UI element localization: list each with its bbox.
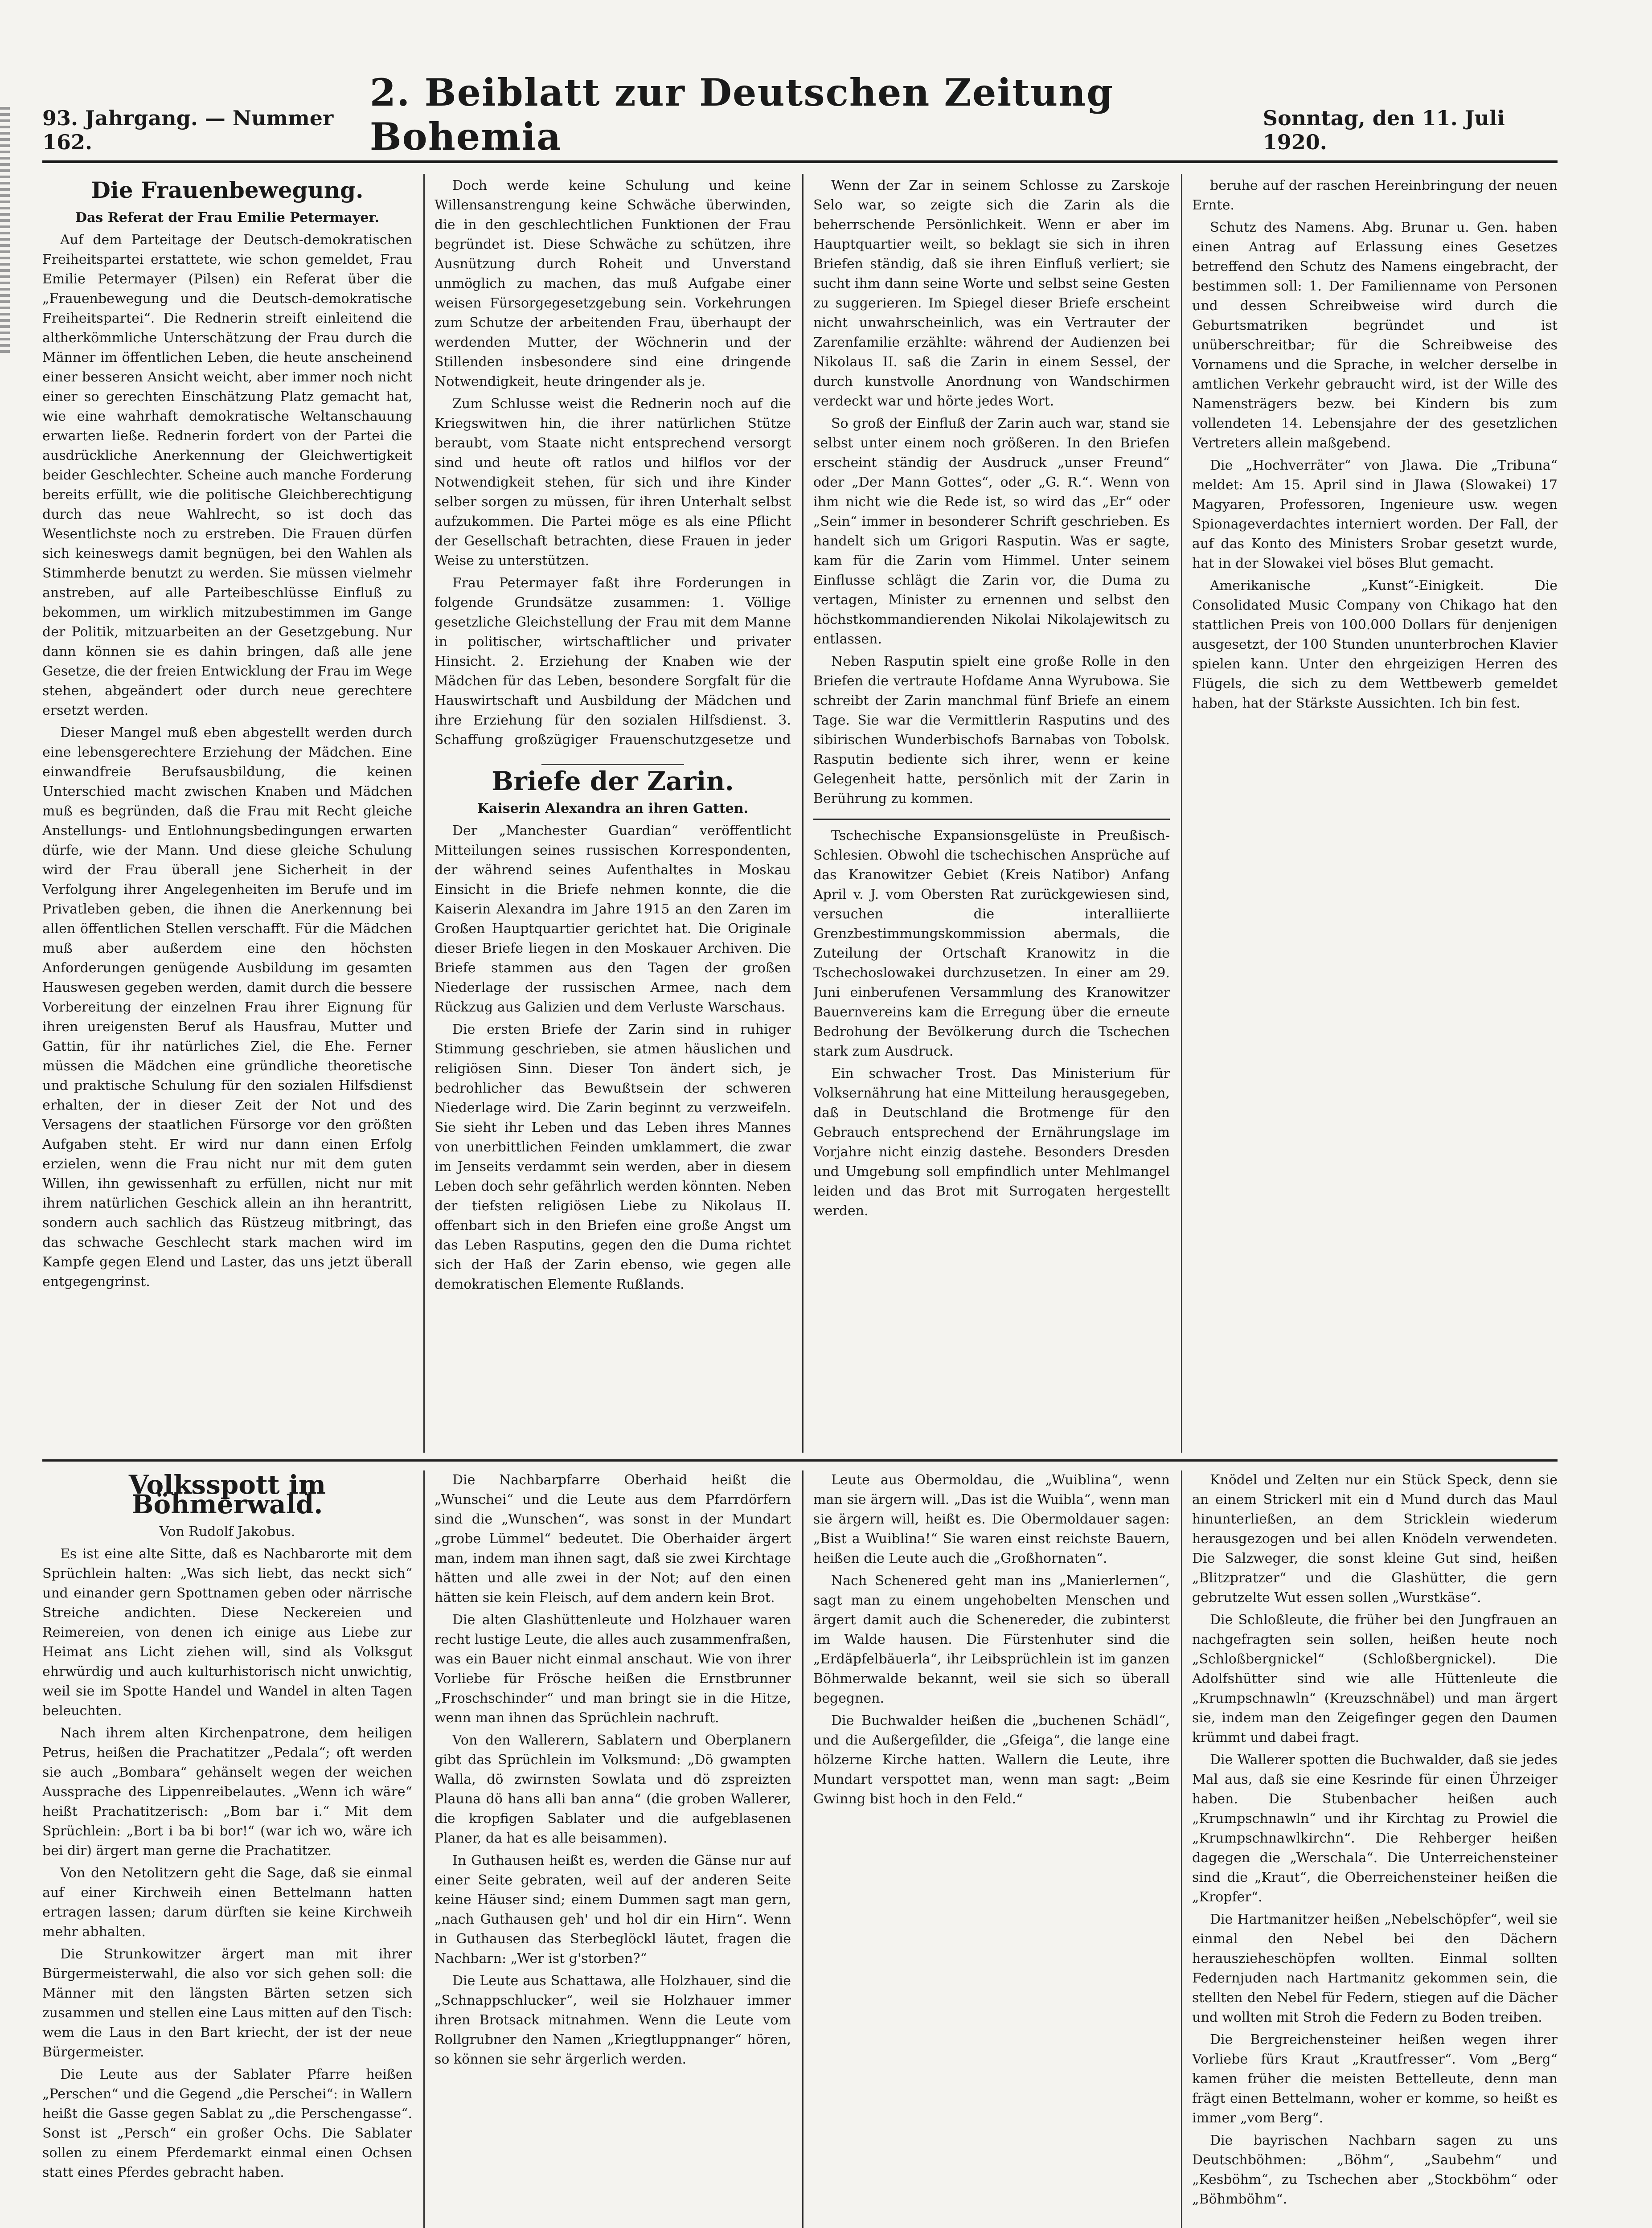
article-paragraph: Die Hartmanitzer heißen „Nebelschöpfer“, weil sie einmal den Nebel bei den Dächern herauszieheschöpfen wollten. Einmal sollten Federnjuden nach Hartmanitz gekommen sein, die stellten den Nebel für Federn, stiegen auf die Dächer und wollten mit Stroh die Federn zu Boden treiben. (1192, 1912, 1558, 2025)
column-divider (802, 1470, 803, 2228)
news-column-4 (1192, 176, 1558, 1455)
article-paragraph: Von den Wallerern, Sablatern und Oberplanern gibt das Sprüchlein im Volksmund: „Dö gwampten Walla, dö zwirnsten Sowlata und dö zspreizten Plauna dö hans alli ban anna“ (die groben Wallerer, die kropfigen Sablater und die aufgeblasenen Planer, da hat es alle beisammen). (435, 1732, 791, 1846)
article-frauenbewegung-col1 (42, 176, 412, 1455)
article-paragraph: Die bayrischen Nachbarn sagen zu uns Deutschböhmen: „Böhm“, „Saubehm“ und „Kesböhm“, zu Tschechen aber „Stockböhm“ oder „Böhmböhm“. (1192, 2133, 1558, 2207)
article-title: Volksspott im Böhmerwald. (128, 1470, 326, 1519)
article-paragraph: Zum Schlusse weist die Rednerin noch auf die Kriegswitwen hin, die ihrer natürlichen Stütze beraubt, vom Staate nicht entsprechend versorgt sind und heute oft ratlos und hilflos vor der Notwendigkeit stehen, für sich und ihre Kinder selber sorgen zu müssen, für ihren Unterhalt selbst aufzukommen. Die Partei möge es als eine Pflicht der Gesellschaft betrachten, diese Frauen in jeder Weise zu unterstützen. (435, 396, 791, 569)
news-item: Tschechische Expansionsgelüste in Preußisch-Schlesien. Obwohl die tschechischen Ansprüche auf das Kranowitzer Gebiet (Kreis Natibor) Anfang April v. J. vom Obersten Rat zurückgewiesen sind, versuchen die interalliierte Grenzbestimmungskommission abermals, die Zuteilung der Ortschaft Kranowitz in die Tschechoslowakei durchzusetzen. In einer am 29. Juni einberufenen Versammlung des Kranowitzer Bauernvereins kam die Erregung über die erneute Bedrohung der Bevölkerung durch die Tschechen stark zum Ausdruck. (813, 828, 1170, 1059)
column-divider (1181, 174, 1182, 1453)
masthead (42, 70, 1558, 163)
article-volksspott-col2 (435, 1470, 791, 2228)
article-paragraph: Die Leute aus Schattawa, alle Holzhauer, sind die „Schnappschlucker“, weil sie Holzhauer immer ihren Brotsack mitnahmen. Wenn die Leute vom Rollgrubner den Namen „Kriegtluppnanger“ hören, so können sie sehr ärgerlich werden. (435, 1973, 791, 2067)
column-divider (423, 1470, 425, 2228)
article-paragraph: Frau Petermayer faßt ihre Forderungen in folgende Grundsätze zusammen: 1. Völlige gesetzliche Gleichstellung der Frau mit dem Manne in politischer, wirtschaftlicher und privater Hinsicht. 2. Erziehung der Knaben wie der Mädchen für das Leben, besondere Sorgfalt für die Hauswirtschaft und Ausbildung der Mädchen und ihre Erziehung für den sozialen Hilfsdienst. 3. Schaffung großzügiger Frauenschutzgesetze und (435, 575, 791, 748)
article-paragraph: Neben Rasputin spielt eine große Rolle in den Briefen die vertraute Hofdame Anna Wyrubowa. Sie schreibt der Zarin manchmal fünf Briefe an einem Tage. Sie war die Vermittlerin Rasputins und des sibirischen Wunderbischofs Barnabas von Tobolsk. Rasputin bediente sich ihrer, wenn er keine Gelegenheit hatte, persönlich mit der Zarin in Berührung zu kommen. (813, 654, 1170, 807)
article-paragraph: Die ersten Briefe der Zarin sind in ruhiger Stimmung geschrieben, sie atmen häuslichen und religiösen Sinn. Dieser Ton ändert sich, je bedrohlicher das Bewußtsein der schweren Niederlage wird. Die Zarin beginnt zu verzweifeln. Sie sieht ihr Leben und das Leben ihres Mannes von unerbittlichen Feinden umklammert, die zwar im Jenseits verdammt sein werden, aber in diesem Leben doch sehr gefährlich werden könnten. Neben der tiefsten religiösen Liebe zu Nikolaus II. offenbart sich in den Briefen eine große Angst um das Leben Rasputins, gegen den die Duma richtet sich der Haß der Zarin ebenso, wie gegen alle demokratischen Elemente Rußlands. (435, 1022, 791, 1292)
article-paragraph: Die Schloßleute, die früher bei den Jungfrauen an nachgefragten sein sollen, heißen heute noch „Schloßbergnickel“ (Schloßbergnickel). Die Adolfshütter sind wie alle Hüttenleute die „Krumpschnawln“ (Kreuzschnäbel) und man ärgert sie, indem man den Zeigefinger gegen den Daumen krümmt und dabei fragt. (1192, 1612, 1558, 1745)
article-paragraph: Die Bergreichensteiner heißen wegen ihrer Vorliebe fürs Kraut „Krautfresser“. Vom „Berg“ kamen früher die meisten Bettelleute, denn man frägt einen Bettelmann, woher er komme, so heißt es immer „vom Berg“. (1192, 2032, 1558, 2126)
article-volksspott-col1 (42, 1470, 412, 2228)
article-paragraph: Knödel und Zelten nur ein Stück Speck, denn sie an einem Strickerl mit ein d Mund durch das Maul hinunterließen, an dem Stricklein wiederum herausgezogen und bei allen Knödeln verwendeten. Die Salzweger, die sonst kleine Gut sind, heißen „Blitzpratzer“ und die Glashütter, die gern gebrutzelte Wut essen sollen „Wurstkäse“. (1192, 1472, 1558, 1605)
column-divider (802, 174, 803, 1453)
article-paragraph: Dieser Mangel muß eben abgestellt werden durch eine lebensgerechtere Erziehung der Mädchen. Eine einwandfreie Berufsausbildung, die keinen Unterschied macht zwischen Knaben und Mädchen muß es begründen, daß die Frau mit Recht gleiche Anstellungs- und Entlohnungsbedingungen erwarten dürfe, wie der Mann. Und diese gleiche Schulung wird der Frau überall jene Sicherheit in der Verfolgung ihrer Angelegenheiten im Berufe und im Privatleben geben, die ihnen die Anerkennung bei allen öffentlichen Stellen verschafft. Für die Mädchen muß aber außerdem eine den höchsten Anforderungen genügende Ausbildung im gesamten Hauswesen gegeben werden, damit durch die bessere Vorbereitung der einzelnen Frau ihrer Eignung für ihren ureigensten Beruf als Hausfrau, Mutter und Gattin, für ihr natürliches Ziel, die Ehe. Ferner müssen die Mädchen eine gründliche theoretische und praktische Schulung für den sozialen Hilfsdienst erhalten, der in dieser Zeit der Not und des Versagens der staatlichen Fürsorge vor den größten Aufgaben steht. Er wird nur dann einen Erfolg erzielen, wenn die Frau nicht nur mit dem guten Willen, ihn gewissenhaft zu erfüllen, nicht nur mit ihrem natürlichen Geschick allein an ihn herantritt, sondern auch sachlich das Rüstzeug mitbringt, das das schwache Geschlecht stark machen wird im Kampfe gegen Elend und Laster, das uns jetzt überall entgegengrinst. (42, 725, 412, 1290)
article-zarin-col2 (435, 758, 791, 1455)
article-paragraph: Die Wallerer spotten die Buchwalder, daß sie jedes Mal aus, daß sie eine Kesrinde für einen Ührzeiger haben. Die Stubenbacher heißen auch „Krumpschnawln“ und ihr Kirchtag zu Prowiel die „Krumpschnawlkirchn“. Die Rehberger heißen dagegen die „Werschala“. Die Unterreichensteiner sind die „Kraut“, die Oberreichensteiner heißen die „Kropfer“. (1192, 1752, 1558, 1905)
article-paragraph: Die Nachbarpfarre Oberhaid heißt die „Wunschei“ und die Leute aus dem Pfarrdörfern sind die „Wunschen“, was sonst in der Mundart „grobe Lümmel“ bedeutet. Die Oberhaider ärgert man, indem man ihnen sagt, daß sie zwei Kirchtage hätten und alle zwei in der Not; auf den einen hätten sie kein Fleisch, auf dem andern kein Brot. (435, 1472, 791, 1605)
item-separator (813, 819, 1170, 820)
article-subtitle: Das Referat der Frau Emilie Petermayer. (75, 210, 380, 225)
column-divider (423, 174, 425, 1453)
article-paragraph: Der „Manchester Guardian“ veröffentlicht Mitteilungen seines russischen Korrespondenten, der während seines Aufenthaltes in Moskau Einsicht in die Briefe nehmen konnte, die die Kaiserin Alexandra im Jahre 1915 an den Zaren im Großen Hauptquartier gerichtet hat. Die Originale dieser Briefe liegen in den Moskauer Archiven. Die Briefe stammen aus den Tagen der großen Niederlage der russischen Armee, nach dem Rückzug aus Galizien und dem Verluste Warschaus. (435, 823, 791, 1015)
scan-edge-marks (0, 107, 10, 356)
article-paragraph: Nach ihrem alten Kirchenpatrone, dem heiligen Petrus, heißen die Prachatitzer „Pedala“; oft werden sie auch „Bombara“ gehänselt wegen der weichen Aussprache des Lippenreibelautes. „Wenn ich wäre“ heißt Prachatitzerisch: „Bom bar i.“ Mit dem Sprüchlein: „Bort i ba bi bor!“ (war ich wo, wäre ich bei dir) ärgert man gerne die Prachatitzer. (42, 1725, 412, 1859)
article-separator (541, 764, 684, 765)
article-paragraph: Wenn der Zar in seinem Schlosse zu Zarskoje Selo war, so zeigte sich die Zarin als die beherrschende Persönlichkeit. Wenn er aber im Hauptquartier weilt, so beklagt sie sich in ihren Briefen ständig, daß sie ihren Einfluß verliert; sie sucht ihm dann seine Worte und selbst seine Gesten zu suggerieren. Im Spiegel dieser Briefe erscheint nicht unwahrscheinlich, was ein Vertrauter der Zarenfamilie erzählte: während der Audienzen bei Nikolaus II. saß die Zarin in einem Sessel, der durch kunstvolle Anordnung von Wandschirmen verdeckt war und hörte jedes Wort. (813, 178, 1170, 409)
newspaper-title: 2. Beiblatt zur Deutschen Zeitung Bohemia (369, 70, 1114, 159)
article-paragraph: Die Strunkowitzer ärgert man mit ihrer Bürgermeisterwahl, die also vor sich gehen soll: die Männer mit den längsten Bärten setzen sich zusammen und stellen eine Laus mitten auf den Tisch: wem die Laus in den Bart kriecht, der ist der neue Bürgermeister. (42, 1946, 412, 2060)
newspaper-page (42, 70, 1558, 2228)
article-paragraph: Die Leute aus der Sablater Pfarre heißen „Perschen“ und die Gegend „die Perschei“: in Wallern heißt die Gasse gegen Sablat zu „die Perschengasse“. Sonst ist „Persch“ ein großer Ochs. Die Sablater sollen zu einem Pferdemarkt einmal einen Ochsen statt eines Pferdes gebracht haben. (42, 2067, 412, 2180)
news-item: Schutz des Namens. Abg. Brunar u. Gen. haben einen Antrag auf Erlassung eines Gesetzes betreffend den Schutz des Namens eingebracht, der bestimmen soll: 1. Der Familienname von Personen und dessen Schreibweise wird durch die Geburtsmatriken begründet und ist unüberschreitbar; für die Schreibweise des Vornamens und die Sprache, in welcher derselbe in amtlichen Verkehr gebraucht wird, ist der Wille des Namensträgers bezw. bei Kindern bis zum vollendeten 14. Lebensjahre der des gesetzlichen Vertreters allein maßgebend. (1192, 220, 1558, 451)
article-paragraph: Es ist eine alte Sitte, daß es Nachbarorte mit dem Sprüchlein halten: „Was sich liebt, das neckt sich“ und einander gern Spottnamen geben oder närrische Streiche andichten. Diese Neckereien und Reimereien, von denen ich einige aus Liebe zur Heimat ans Licht ziehen will, sind als Volksgut ehrwürdig und auch kulturhistorisch nicht unwichtig, weil sie im Spotte Handel und Wandel in alten Tagen beleuchten. (42, 1546, 412, 1719)
news-item: Ein schwacher Trost. Das Ministerium für Volksernährung hat eine Mitteilung herausgegeben, daß in Deutschland die Brotmenge für den Gebrauch entsprechend der Ernährungslage im Vorjahre nicht einzig dastehe. Besonders Dresden und Umgebung soll empfindlich unter Mehlmangel leiden und das Brot mit Surrogaten hergestellt werden. (813, 1066, 1170, 1219)
article-paragraph: So groß der Einfluß der Zarin auch war, stand sie selbst unter einem noch größeren. In den Briefen erscheint ständig der Ausdruck „unser Freund“ oder „Der Mann Gottes“, oder „G. R.“. Wenn von ihm nicht wie die Rede ist, so wird das „Er“ oder „Sein“ immer in besonderer Schrift geschrieben. Es handelt sich um Grigori Rasputin. Was er sagte, kam für die Zarin vom Himmel. Unter seinem Einflusse schlägt die Zarin vor, die Duma zu vertagen, Minister zu ernennen und selbst den höchstkommandierenden Nikolai Nikolajewitsch zu entlassen. (813, 416, 1170, 647)
news-item: Die „Hochverräter“ von Jlawa. Die „Tribuna“ meldet: Am 15. April sind in Jlawa (Slowakei) 17 Magyaren, Professoren, Ingenieure usw. wegen Spionageverdachtes interniert worden. Der Fall, der auf das Konto des Ministers Srobar gesetzt wurde, hat in der Slowakei viel böses Blut gemacht. (1192, 458, 1558, 571)
news-item: beruhe auf der raschen Hereinbringung der neuen Ernte. (1192, 178, 1558, 213)
article-paragraph: Auf dem Parteitage der Deutsch-demokratischen Freiheitspartei erstattete, wie schon gemeldet, Frau Emilie Petermayer (Pilsen) ein Referat über die „Frauenbewegung und die Deutsch-demokratische Freiheitspartei“. Die Rednerin streift einleitend die altherkömmliche Unterschätzung der Frau durch die Männer im öffentlichen Leben, die heute anscheinend einer besseren Ansicht weicht, aber immer noch nicht einer so gerechten Einschätzung Platz gemacht hat, wie eine wahrhaft demokratische Weltanschauung erwarten ließe. Rednerin fordert von der Partei die ausdrückliche Anerkennung der Gleichwertigkeit beider Geschlechter. Scheine auch manche Forderung bereits erfüllt, wie die politische Gleichberechtigung durch das neue Wahlrecht, so ist doch das Wesentlichste noch zu erstreben. Die Frauen dürfen sich keineswegs damit begnügen, bei den Wahlen als Stimmherde benutzt zu werden. Sie müssen vielmehr anstreben, auf alle Parteibeschlüsse Einfluß zu bekommen, um wirklich mitzubestimmen im Gange der Politik, mitzuarbeiten an der Gesetzgebung. Nur dann können sie es dahin bringen, daß alle jene Gesetze, die der freien Entwicklung der Frau im Wege stehen, abgeändert oder durch neue gerechtere ersetzt werden. (42, 232, 412, 718)
news-item: Amerikanische „Kunst“-Einigkeit. Die Consolidated Music Company von Chikago hat den stattlichen Preis von 100.000 Dollars für denjenigen ausgesetzt, der 100 Stunden ununterbrochen Klavier spielen kann. Unter den ehrgeizigen Herren des Flügels, die sich zu dem Wettbewerb gemeldet haben, hat der Stärkste Aussichten. Ich bin fest. (1192, 578, 1558, 711)
article-paragraph: In Guthausen heißt es, werden die Gänse nur auf einer Seite gebraten, weil auf der anderen Seite keine Häuser sind; einem Dummen sagt man gern, „nach Guthausen geh' und hol dir ein Hirn“. Wenn in Guthausen das Sterbeglöckl läutet, fragen die Nachbarn: „Wer ist g'storben?“ (435, 1853, 791, 1966)
column-divider (1181, 1470, 1182, 2228)
article-paragraph: Doch werde keine Schulung und keine Willensanstrengung keine Schwäche überwinden, die in den geschlechtlichen Funktionen der Frau begründet ist. Diese Schwäche zu schützen, ihre Ausnützung durch Roheit und Unverstand unmöglich zu machen, das muß Aufgabe einer weisen Fürsorgegesetzgebung sein. Vorkehrungen zum Schutze der arbeitenden Frau, überhaupt der werdenden Mutter, der Wöchnerin und der Stillenden insbesondere sind eine dringende Notwendigkeit, heute dringender als je. (435, 178, 791, 389)
article-title: Briefe der Zarin. (492, 766, 734, 796)
article-subtitle: Kaiserin Alexandra an ihren Gatten. (477, 801, 749, 816)
article-zarin-col3 (813, 176, 1170, 1455)
article-paragraph: Leute aus Obermoldau, die „Wuiblina“, wenn man sie ärgern will. „Das ist die Wuibla“, wenn man sie ärgern will, heißt es. Die Obermoldauer sagen: „Bist a Wuiblina!“ Sie waren einst reichste Bauern, heißen die Leute auch die „Großhornaten“. (813, 1472, 1170, 1566)
article-paragraph: Von den Netolitzern geht die Sage, daß sie einmal auf einer Kirchweih einen Bettelmann hatten ertragen lassen; darum dürften sie keine Kirchweih mehr abhalten. (42, 1865, 412, 1940)
article-byline: Von Rudolf Jakobus. (159, 1524, 295, 1540)
article-paragraph: Die Buchwalder heißen die „buchenen Schädl“, und die Außergefilder, die „Gfeiga“, die lange eine hölzerne Kirche hatten. Wallern die Leute, ihre Mundart verspottet man, wenn man sagt: „Beim Gwinng bist hoch in den Feld.“ (813, 1713, 1170, 1807)
article-title: Die Frauenbewegung. (91, 177, 364, 203)
article-volksspott-col4 (1192, 1470, 1558, 2228)
issue-date: Sonntag, den 11. Juli 1920. (1263, 106, 1505, 154)
article-paragraph: Nach Schenered geht man ins „Manierlernen“, sagt man zu einem ungehobelten Menschen und ärgert damit auch die Schenereder, die zubinterst im Walde hausen. Die Fürstenhuter sind die „Erdäpfelbäuerla“, ihr Leibsprüchlein ist im ganzen Böhmerwalde bekannt, weil sie sich so überall begegnen. (813, 1573, 1170, 1706)
article-volksspott-col3 (813, 1470, 1170, 2228)
article-paragraph: Die alten Glashüttenleute und Holzhauer waren recht lustige Leute, die alles auch zusammenfraßen, was ein Bauer nicht einmal anschaut. Wie von ihrer Vorliebe für Frösche heißen die Ernstbrunner „Froschschinder“ und man bringt sie in die Hitze, wenn man ihnen das Sprüchlein nachruft. (435, 1612, 791, 1726)
issue-number: 93. Jahrgang. — Nummer 162. (42, 106, 334, 154)
section-divider (42, 1459, 1558, 1462)
article-frauenbewegung-col2 (435, 176, 791, 751)
